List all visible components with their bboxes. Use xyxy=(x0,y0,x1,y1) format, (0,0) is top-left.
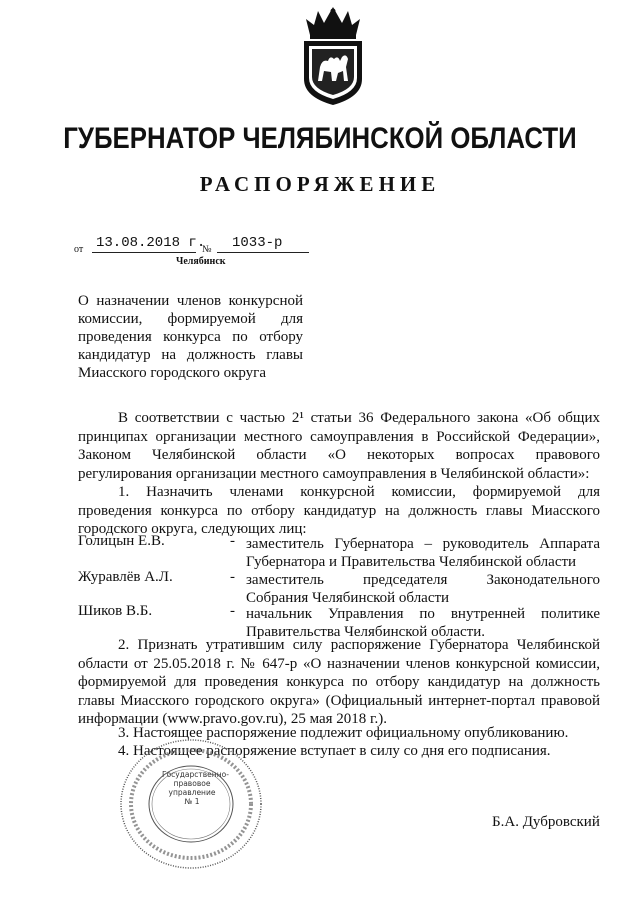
member-name: Голицын Е.В. xyxy=(78,533,165,549)
item-2-line: области от 25.05.2018 г. № 647-р «О назначении членов конкурсной комиссии, xyxy=(78,655,600,672)
member-dash: - xyxy=(230,533,235,549)
date-underline xyxy=(92,252,196,253)
item-2-line: 2. Признать утратившим силу распоряжение Губернатора Челябинской xyxy=(118,637,600,653)
member-name: Журавлёв А.Л. xyxy=(78,569,173,585)
member-name: Шиков В.Б. xyxy=(78,603,153,619)
stamp-text: № 1 xyxy=(184,797,200,806)
subject-line: Миасского городского округа xyxy=(78,365,266,381)
item-4-line: 4. Настоящее распоряжение вступает в силу со дня его подписания. xyxy=(118,743,551,759)
member-role-line: заместитель Губернатора – руководитель Аппарата xyxy=(246,536,600,552)
subject-line: кандидатур на должность главы xyxy=(78,347,303,363)
member-dash: - xyxy=(230,603,235,619)
item-2-line: формируемой для проведения конкурса по отбору кандидатур на должность xyxy=(78,674,600,690)
item-3-line: 3. Настоящее распоряжение подлежит официальному опубликованию. xyxy=(118,725,569,741)
stamp-text: правовое xyxy=(173,779,211,788)
member-role xyxy=(246,535,600,571)
item-2-line: главы Миасского городского округа» (Официальный интернет-портал правовой xyxy=(78,692,600,709)
preamble-paragraph xyxy=(78,409,600,483)
member-role-line: Губернатора и Правительства Челябинской области xyxy=(246,554,577,570)
member-role-line: Собрания Челябинской области xyxy=(246,590,450,606)
preamble-line: принципах организации местного самоуправления в Российской Федерации», xyxy=(78,428,600,445)
stamp-text: управление xyxy=(168,788,216,797)
subject-line: проведения конкурса по отбору xyxy=(78,329,303,345)
document-number: 1033-р xyxy=(232,235,283,251)
member-role-line: заместитель председателя Законодательного xyxy=(246,572,600,588)
document-type: РАСПОРЯЖЕНИЕ xyxy=(199,172,441,196)
governor-title: ГУБЕРНАТОР ЧЕЛЯБИНСКОЙ ОБЛАСТИ xyxy=(63,122,577,155)
number-underline xyxy=(217,252,309,253)
member-role xyxy=(246,571,600,607)
document-date: 13.08.2018 г. xyxy=(96,235,206,251)
member-role-line: Правительства Челябинской области. xyxy=(246,624,485,640)
preamble-line: Законом Челябинской области «О некоторых вопросах правового xyxy=(78,447,600,463)
coat-of-arms-emblem xyxy=(296,5,370,107)
item-1-line: проведения конкурса по отбору кандидатур на должность главы Миасского xyxy=(78,502,600,519)
item-1-paragraph xyxy=(78,483,600,539)
item-2-line: информации (www.pravo.gov.ru), 25 мая 2018 г.). xyxy=(78,711,388,727)
preamble-line xyxy=(78,409,600,428)
member-role-line: начальник Управления по внутренней политике xyxy=(246,606,600,622)
date-label: от xyxy=(74,244,84,255)
subject-line: О назначении членов конкурсной xyxy=(78,293,303,309)
number-label: № xyxy=(202,244,212,255)
member-dash: - xyxy=(230,569,235,585)
item-1-line: 1. Назначить членами конкурсной комиссии, формируемой для xyxy=(118,484,600,500)
city-name: Челябинск xyxy=(176,256,226,267)
item-1-line: городского округа, следующих лиц: xyxy=(78,521,307,537)
document-subject xyxy=(78,292,303,382)
stamp-text: Государственно- xyxy=(162,770,229,779)
stamp-inner-text xyxy=(162,770,229,806)
preamble-line: регулирования организации местного самоуправления в Челябинской области»: xyxy=(78,465,590,482)
subject-line: комиссии, формируемой для xyxy=(78,311,303,327)
signatory-name: Б.А. Дубровский xyxy=(492,814,600,830)
preamble-line-text: В соответствии с частью 2¹ статьи 36 Федерального закона «Об общих xyxy=(118,410,600,426)
item-2-paragraph xyxy=(78,636,600,729)
